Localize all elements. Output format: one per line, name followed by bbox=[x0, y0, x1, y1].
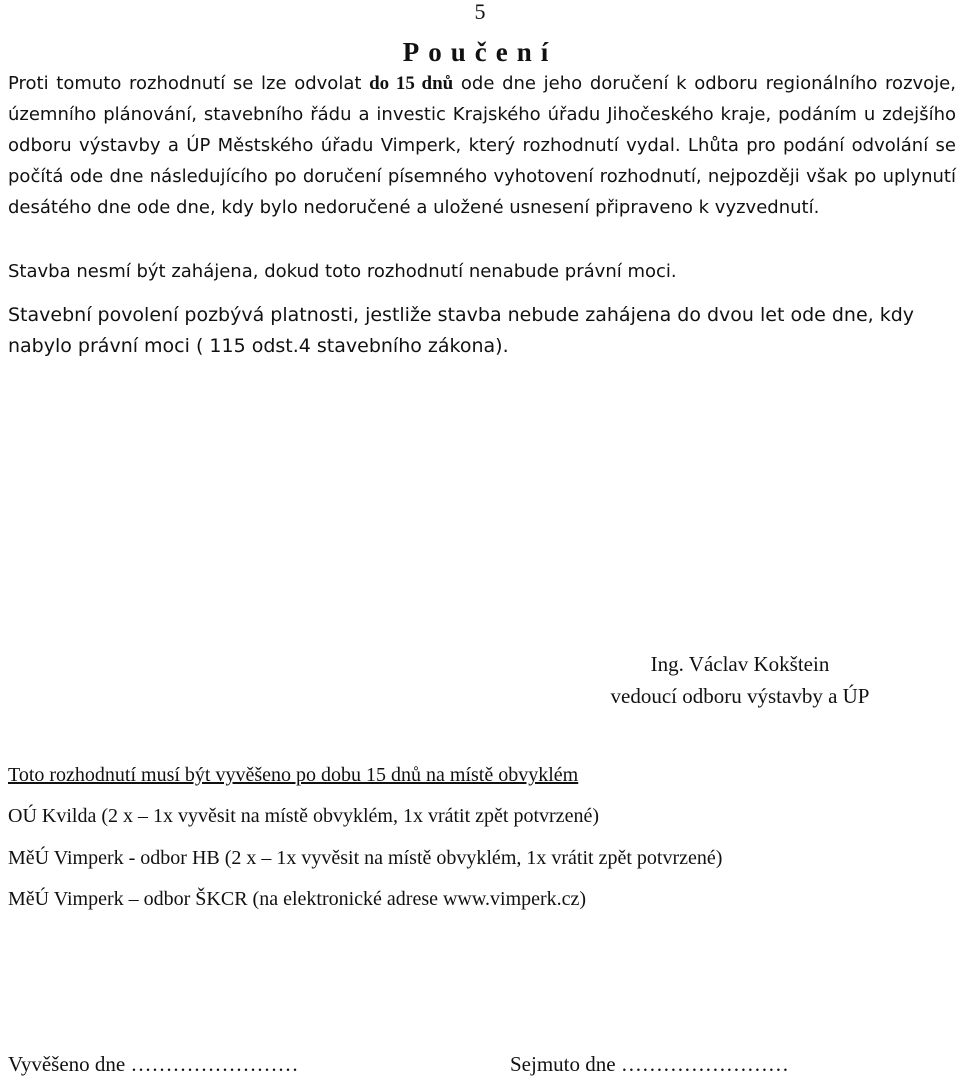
posting-recipient: MěÚ Vimperk - odbor HB (2 x – 1x vyvěsit na místě obvyklém, 1x vrátit zpět potvrzené) bbox=[8, 847, 723, 869]
posted-label: Vyvěšeno dne bbox=[8, 1052, 126, 1076]
appeal-text-start: Proti tomuto rozhodnutí se lze odvolat bbox=[8, 73, 370, 94]
posting-notice-heading: Toto rozhodnutí musí být vyvěšeno po dobu 15 dnů na místě obvyklém bbox=[8, 764, 579, 786]
validity-paragraph: Stavební povolení pozbývá platnosti, jestliže stavba nebude zahájena do dvou let ode dne, kdy nabylo právní moci ( 115 odst.4 stavebního zákona). bbox=[8, 304, 915, 357]
construction-paragraph: Stavba nesmí být zahájena, dokud toto rozhodnutí nenabude právní moci. bbox=[8, 261, 677, 282]
removed-date-field bbox=[510, 1051, 789, 1077]
posted-date-field bbox=[8, 1051, 298, 1077]
page-title: Poučení bbox=[402, 37, 558, 67]
signatory-role: vedoucí odboru výstavby a ÚP bbox=[610, 684, 870, 708]
posting-recipient: MěÚ Vimperk – odbor ŠKCR (na elektronické adrese www.vimperk.cz) bbox=[8, 888, 587, 910]
page-number: 5 bbox=[474, 0, 486, 24]
removed-label: Sejmuto dne bbox=[510, 1052, 616, 1076]
appeal-paragraph bbox=[8, 68, 956, 223]
posting-recipient: OÚ Kvilda (2 x – 1x vyvěsit na místě obvyklém, 1x vrátit zpět potvrzené) bbox=[8, 805, 599, 827]
posted-date-blank: …………………… bbox=[130, 1052, 299, 1076]
removed-date-blank: …………………… bbox=[620, 1052, 789, 1076]
appeal-text-rest: ode dne jeho doručení k odboru regionálního rozvoje, územního plánování, stavebního řádu a investic Krajského úřadu Jihočeského kraje, podáním u zdejšího odboru výstavby a ÚP Městského úřadu Vimperk, který rozhodnutí vydal. Lhůta pro podání odvolání se počítá ode dne následujícího po doručení písemného vyhotovení rozhodnutí, nejpozději však po uplynutí desátého dne ode dne, kdy bylo nedoručené a uložené usnesení připraveno k vyzvednutí. bbox=[8, 73, 956, 218]
appeal-deadline: do 15 dnů bbox=[369, 73, 454, 94]
signatory-name: Ing. Václav Kokštein bbox=[650, 652, 830, 676]
